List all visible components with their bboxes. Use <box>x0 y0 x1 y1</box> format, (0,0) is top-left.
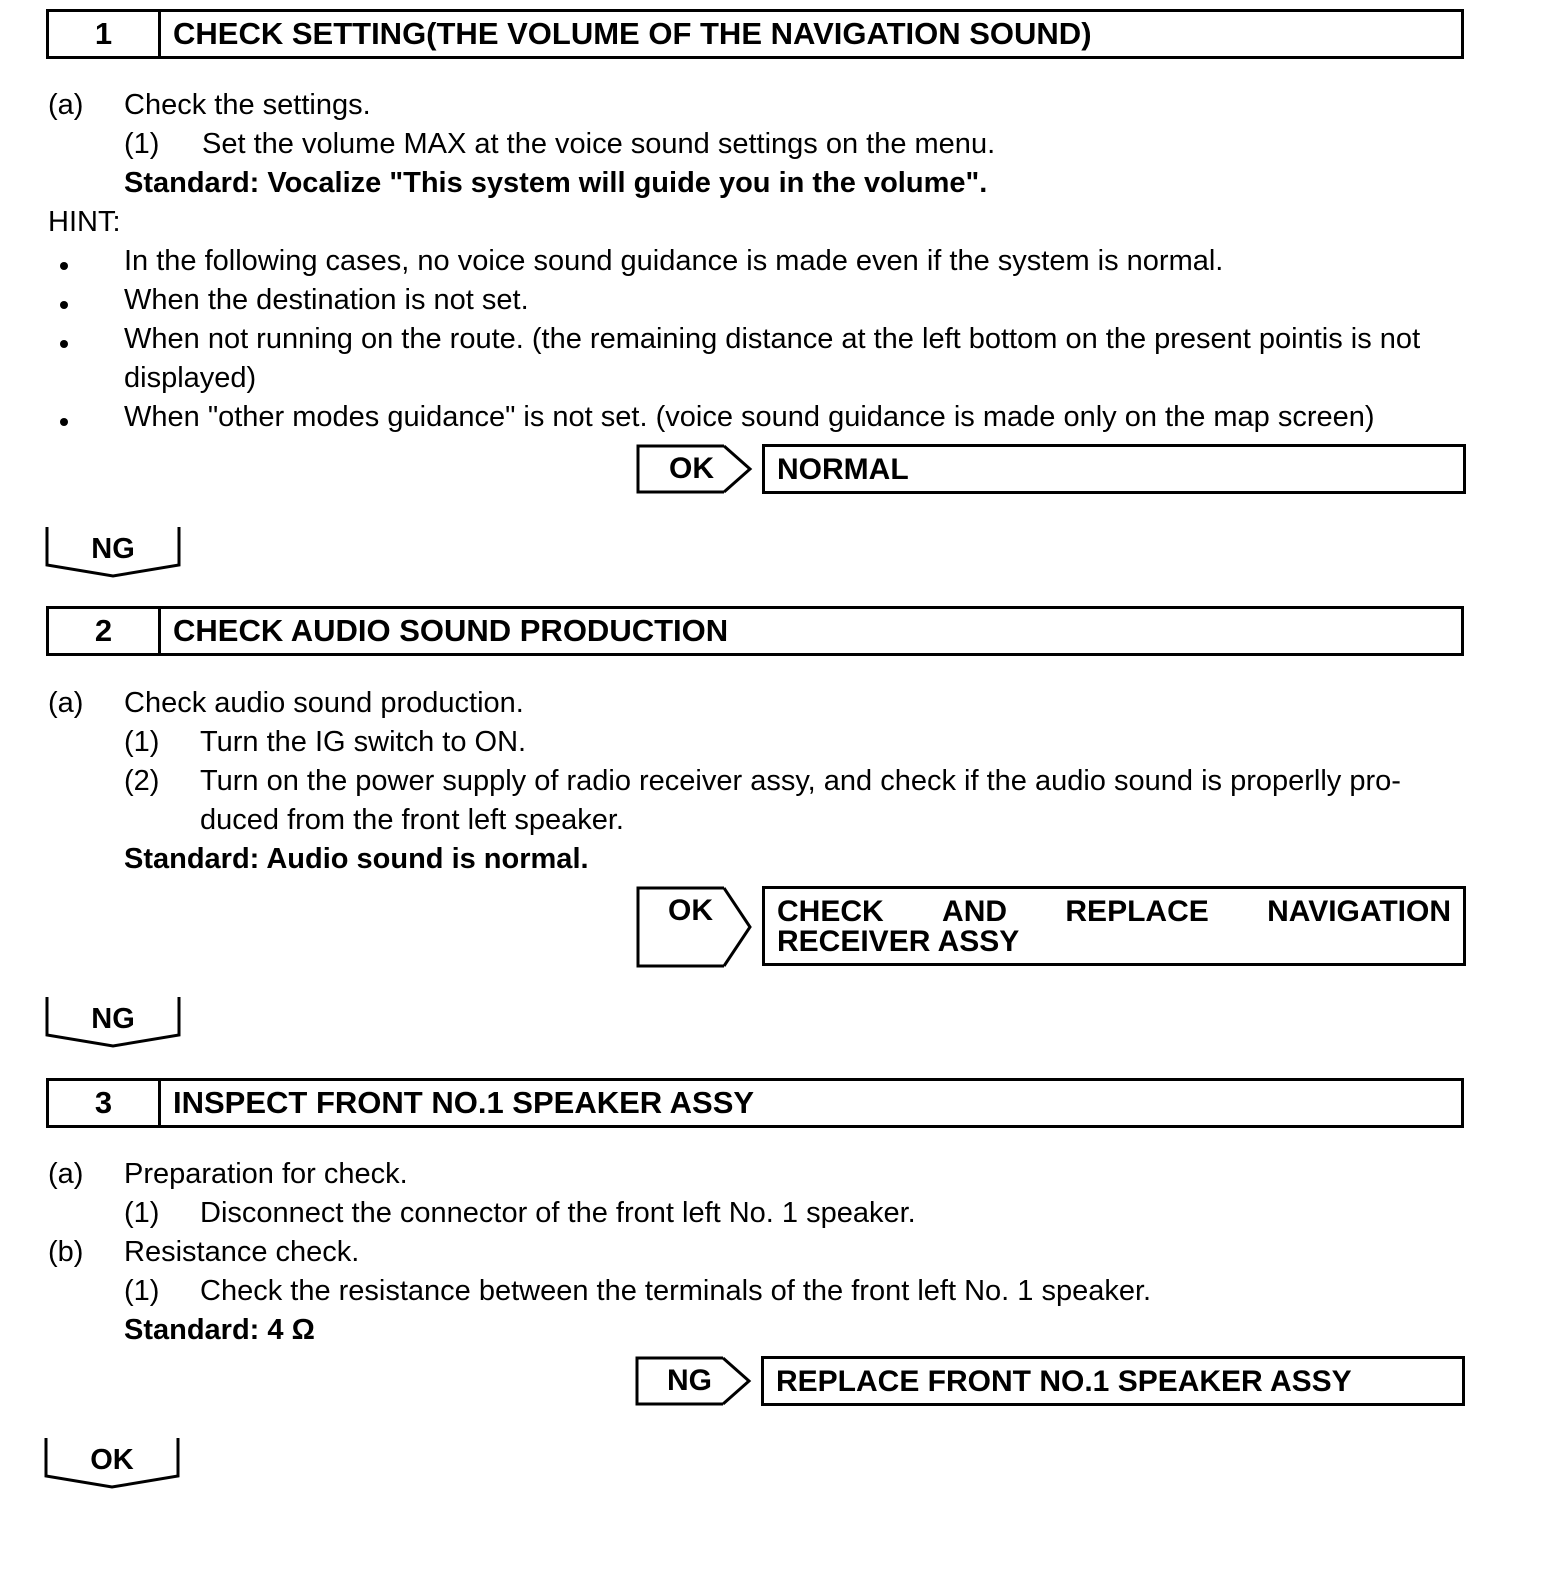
ok-arrow-tag <box>636 444 754 494</box>
subitem-label: (1) <box>124 1275 160 1307</box>
result-box-normal <box>762 444 1466 494</box>
arrow-tag-label: OK <box>668 894 713 927</box>
item-label: (b) <box>48 1236 84 1268</box>
item-text: Resistance check. <box>124 1236 360 1268</box>
standard-text: Standard: Vocalize "This system will guide you in the volume". <box>124 167 988 199</box>
subitem-text-continued: duced from the front left speaker. <box>200 804 624 836</box>
result-word: REPLACE <box>1065 895 1209 928</box>
result-text: REPLACE FRONT NO.1 SPEAKER ASSY <box>776 1365 1352 1398</box>
item-text: Check the settings. <box>124 89 371 121</box>
bullet-icon <box>60 340 68 348</box>
result-text-line2: RECEIVER ASSY <box>777 925 1020 958</box>
hint-item: When the destination is not set. <box>124 284 529 316</box>
subitem-label: (1) <box>124 128 160 160</box>
item-label: (a) <box>48 1158 84 1190</box>
ng-arrow-tag <box>635 1356 753 1406</box>
step-number: 2 <box>49 609 161 653</box>
item-text: Preparation for check. <box>124 1158 408 1190</box>
bullet-icon <box>60 262 68 270</box>
down-pointer-ok <box>44 1438 180 1490</box>
hint-item: When not running on the route. (the remaining distance at the left bottom on the present pointis is not <box>124 323 1421 355</box>
subitem-text: Turn on the power supply of radio receiver assy, and check if the audio sound is properlly pro- <box>200 765 1401 797</box>
result-text-line1 <box>777 897 1451 927</box>
down-pointer-label: OK <box>90 1444 134 1476</box>
step-1-header <box>46 9 1464 59</box>
down-pointer-label: NG <box>91 1003 135 1035</box>
subitem-text: Set the volume MAX at the voice sound settings on the menu. <box>202 128 996 160</box>
subitem-label: (1) <box>124 726 160 758</box>
hint-item-continued: displayed) <box>124 362 257 394</box>
subitem-label: (2) <box>124 765 160 797</box>
subitem-text: Check the resistance between the terminals of the front left No. 1 speaker. <box>200 1275 1152 1307</box>
result-word: AND <box>942 895 1008 928</box>
down-pointer-ng <box>45 527 181 579</box>
step-title: INSPECT FRONT NO.1 SPEAKER ASSY <box>173 1085 755 1120</box>
step-number: 1 <box>49 12 161 56</box>
step-2-header <box>46 606 1464 656</box>
hint-item: In the following cases, no voice sound guidance is made even if the system is normal. <box>124 245 1224 277</box>
result-text: NORMAL <box>777 453 909 486</box>
item-label: (a) <box>48 687 84 719</box>
hint-label: HINT: <box>48 206 121 238</box>
ok-arrow-tag <box>636 886 754 968</box>
step-3-header <box>46 1078 1464 1128</box>
down-pointer-label: NG <box>91 533 135 565</box>
step-title: CHECK SETTING(THE VOLUME OF THE NAVIGATION SOUND) <box>173 16 1092 51</box>
arrow-tag-label: OK <box>669 452 714 485</box>
step-title: CHECK AUDIO SOUND PRODUCTION <box>173 613 729 648</box>
result-word: CHECK <box>777 895 884 928</box>
step-number: 3 <box>49 1081 161 1125</box>
hint-item: When "other modes guidance" is not set. (voice sound guidance is made only on the map screen) <box>124 401 1375 433</box>
result-box-replace-navigation <box>762 886 1466 966</box>
bullet-icon <box>60 301 68 309</box>
result-word: NAVIGATION <box>1267 895 1451 928</box>
item-label: (a) <box>48 89 84 121</box>
subitem-text: Turn the IG switch to ON. <box>200 726 527 758</box>
item-text: Check audio sound production. <box>124 687 524 719</box>
result-box-replace-speaker <box>761 1356 1465 1406</box>
bullet-icon <box>60 418 68 426</box>
down-pointer-ng <box>45 997 181 1049</box>
standard-text: Standard: 4 Ω <box>124 1314 315 1346</box>
standard-text: Standard: Audio sound is normal. <box>124 843 589 875</box>
subitem-label: (1) <box>124 1197 160 1229</box>
subitem-text: Disconnect the connector of the front left No. 1 speaker. <box>200 1197 916 1229</box>
arrow-tag-label: NG <box>667 1364 712 1397</box>
